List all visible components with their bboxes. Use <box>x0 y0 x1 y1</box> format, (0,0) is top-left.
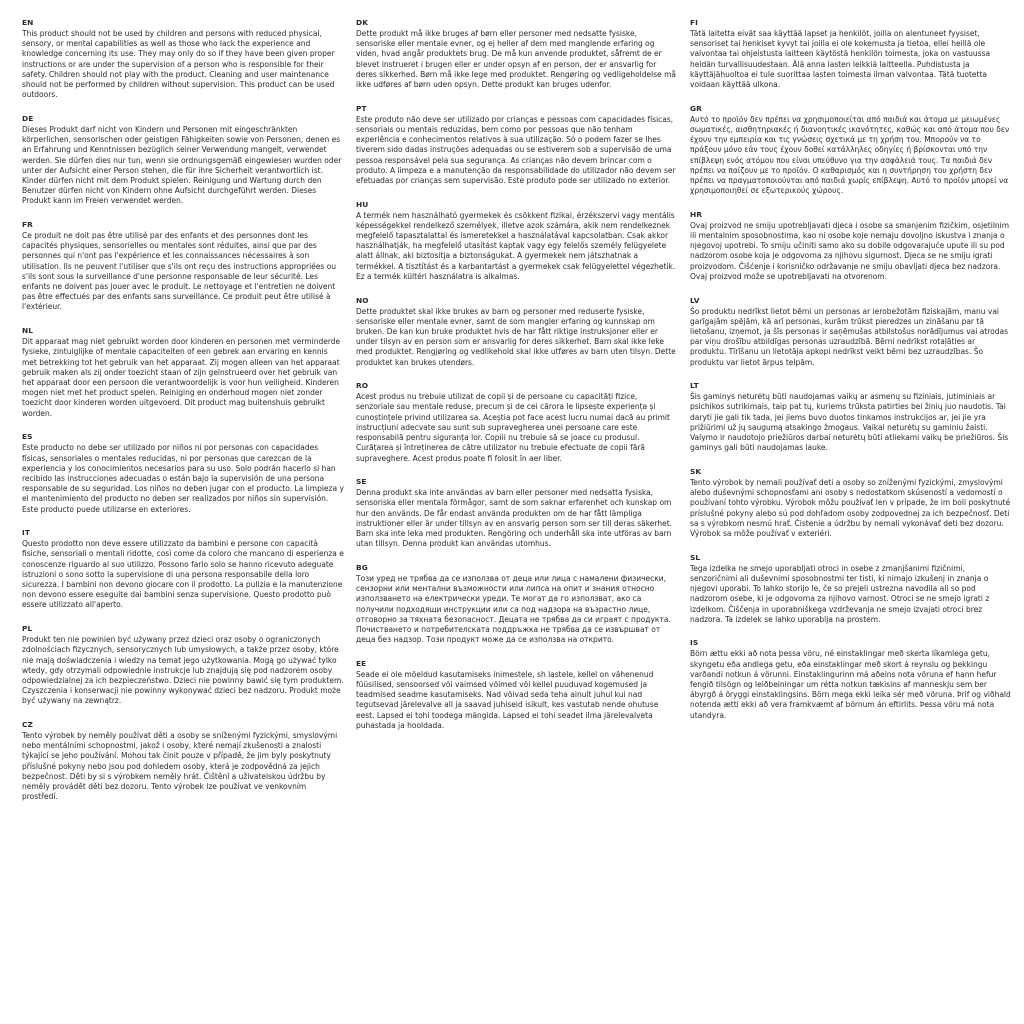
language-section-en <box>22 18 344 100</box>
safety-text: Börn ættu ekki að nota þessa vöru, né einstaklingar með skerta líkamlega getu, skyngetu eða andlega getu, eða einstaklingar með skort á reynslu og þekkingu varðandi notkun á vörunni. Einstaklingurinn má aðeins nota vöruna ef hann hefur fengið tilsögn og leiðbeiningar um rétta notkun tækisins af manneskju sem ber ábyrgð á öryggi einstaklingsins. Börn mega ekki leika sér með vöruna. Þrif og viðhald notenda ætti ekki að vera framkvæmt af börnum án eftirlits. Þessa vöru má nota utandyra. <box>690 649 1011 720</box>
safety-text: Dit apparaat mag niet gebruikt worden door kinderen en personen met verminderde fysieke, zintuiglijke of mentale capaciteiten of een gebrek aan ervaring en kennis met betrekking tot het gebruik van het apparaat. Zij mogen alleen van het apparaat gebruik maken als zij onder toezicht staan of zijn geïnstrueerd over het gebruik van het apparaat door een persoon die verantwoordelijk is voor hun veiligheid. Kinderen mogen niet met het product spelen. Reiniging en onderhoud mogen niet zonder toezicht door kinderen worden uitgevoerd. Dit product mag buitenshuis gebruikt worden. <box>22 337 341 418</box>
safety-text: Seade ei ole mõeldud kasutamiseks inimestele, sh lastele, kellel on vähenenud füüsilised, sensoorsed või vaimsed võimed või kellel puuduvad kogemused ja teadmised seadme kasutamiseks. Nad võivad seda teha ainult juhul kui nad tegutsevad järelevalve all ja saavad juhiseid isikult, kes vastutab nende ohutuse eest. Lapsed ei tohi toodega mängida. Lapsed ei tohi seadet ilma järelevalveta puhastada ja hooldada. <box>356 669 659 730</box>
language-code: HR <box>690 209 703 219</box>
language-code: LT <box>690 381 699 391</box>
language-code: RO <box>356 381 369 391</box>
language-code: HU <box>356 199 369 209</box>
language-section-it <box>22 528 344 610</box>
safety-text: Tega izdelka ne smejo uporabljati otroci in osebe z zmanjšanimi fizičnimi, senzoričnimi ali duševnimi sposobnostmi ter tisti, ki nimajo izkušenj in znanja o njegovi uporabi. To lahko storijo le, če so prejeli ustrezna navodila ali so pod nadzorom osebe, ki je odgovorna za njihovo varnost. Otroci se ne smejo igrati z izdelkom. Čiščenja in uporabniškega vzdrževanja ne smejo izvajati otroci brez nadzora. Ta izdelek se lahko uporablja na prostem. <box>690 563 990 624</box>
safety-text: Tätä laitetta eivät saa käyttää lapset ja henkilöt, joilla on alentuneet fyysiset, sensoriset tai henkiset kyvyt tai joilla ei ole kokemusta ja tietoa, ellei heillä ole valvontaa tai ohjeistusta laitteen käytöstä henkilön toimesta, joka on vastuussa heidän turvallisuudestaan. Älä anna lasten leikkiä laitteella. Puhdistusta ja käyttäjähuoltoa ei tule suorittaa lasten toimesta ilman valvontaa. Tätä tuotetta voidaan käyttää ulkona. <box>690 29 991 90</box>
language-code: GR <box>690 103 702 113</box>
safety-text: Dieses Produkt darf nicht von Kindern und Personen mit eingeschränkten körperlichen, sensorischen oder geistigen Fähigkeiten sowie von Personen, denen es an Erfahrung und Kenntnissen bezüglich seiner Verwendung mangelt, verwendet werden. Sie dürfen dies nur tun, wenn sie ordnungsgemäß eingewiesen wurden oder unter der Aufsicht einer Person stehen, die für ihre Sicherheit verantwortlich ist. Kinder dürfen nicht mit dem Produkt spielen. Reinigung und Wartung durch den Benutzer dürfen nicht von Kindern ohne Aufsicht durchgeführt werden. Dieses Produkt kann im Freien verwendet werden. <box>22 124 342 206</box>
language-section-lt <box>690 381 1012 453</box>
language-code: SK <box>690 467 702 476</box>
column-middle <box>356 18 678 1024</box>
safety-text: Šo produktu nedrīkst lietot bērni un personas ar ierobežotām fiziskajām, manu vai garīgajām spējām, kā arī personas, kurām trūkst pieredzes un zināšanu par tā lietošanu, izņemot, ja šīs personas ir saņēmušas atbilstošus norādījumus vai atrodas par viņu drošību atbildīgas personas uzraudzībā. Bērni nedrīkst rotaļāties ar produktu. Tīrīšanu un lietotāja apkopi nedrīkst veikt bērni bez uzraudzības. Šo produktu var lietot ārpus telpām. <box>690 306 1009 367</box>
language-section-ee <box>356 659 678 731</box>
safety-text: Този уред не трябва да се използва от деца или лица с намалени физически, сензорни или ментални възможности или липса на опит и знания относно използването на електрически уреди. Те могат да го използват, ако са получили подходящи инструкции или са под надзора на възрастно лице, отговорно за тяхната безопасност. Децата не трябва да си играят с продукта. Почистването и потребителската поддръжка не трябва да се извършват от деца без надзор. Този продукт може да се използва на открито. <box>356 573 671 645</box>
language-section-gr <box>690 104 1012 197</box>
language-code: SL <box>690 552 701 562</box>
column-left <box>22 18 344 1024</box>
safety-text: Tento výrobek by neměly používat děti a osoby se sníženými fyzickými, smyslovými nebo mentálními schopnostmi, jakož i osoby, které nemají zkušenosti a znalosti týkající se jeho používání. Mohou tak činit pouze v případě, že jim byly poskytnuty příslušné pokyny nebo jsou pod dohledem osoby, která je zodpovědná za jejich bezpečnost. Děti by si s výrobkem neměly hrát. Čištění a uživatelskou údržbu by neměly provádět děti bez dozoru. Tento výrobek lze používat ve venkovním prostředí. <box>22 731 338 802</box>
language-section-hr <box>690 210 1012 282</box>
column-right <box>690 18 1012 1024</box>
language-code: ES <box>22 432 33 442</box>
language-code: IS <box>690 638 699 648</box>
safety-text: Produkt ten nie powinien być używany przez dzieci oraz osoby o ograniczonych zdolnościach fizycznych, sensorycznych lub umysłowych, a także przez osoby, które nie mają doświadczenia i wiedzy na temat jego użytkowania. Mogą go używać tylko wtedy, gdy otrzymali odpowiednie instrukcje lub znajdują się pod nadzorem osoby odpowiedzialnej za ich bezpieczeństwo. Dzieci nie powinny bawić się tym produktem. Czyszczenia i konserwacji nie powinny wykonywać dzieci bez nadzoru. Produkt może być używany na zewnątrz. <box>22 635 344 706</box>
language-code: FR <box>22 220 33 230</box>
language-section-no <box>356 296 678 368</box>
safety-text: Este producto no debe ser utilizado por niños ni por personas con capacidades físicas, sensoriales o mentales reducidas, ni por personas que carezcan de la experiencia y los conocimientos necesarios para su uso. Solo podrán hacerlo si han recibido las instrucciones adecuadas o están bajo la supervisión de una persona responsable de su seguridad. Los niños no deben jugar con el producto. La limpieza y el mantenimiento del producto no deben ser realizados por niños sin supervisión. Este producto puede utilizarse en exteriores. <box>22 443 344 514</box>
language-code: DK <box>356 18 369 27</box>
language-section-de <box>22 114 344 207</box>
safety-text: A termék nem használható gyermekek és csökkent fizikai, érzékszervi vagy mentális képességekkel rendelkező személyek, illetve azok számára, akik nem rendelkeznek megfelelő tapasztalattal és ismeretekkel a használatával kapcsolatban. Csak akkor használhatják, ha megfelelő utasítást kaptak vagy egy felelős személy felügyelete alatt állnak, aki biztosítja a biztonságukat. A gyermekek nem játszhatnak a termékkel. A tisztítást és a karbantartást a gyermekek csak felügyelettel végezhetik. Ez a termék kültéri használatra is alkalmas. <box>356 210 676 281</box>
language-code: LV <box>690 295 700 305</box>
language-section-bg <box>356 563 678 645</box>
language-section-fr <box>22 220 344 313</box>
language-section-es <box>22 432 344 514</box>
safety-text: Acest produs nu trebuie utilizat de copii și de persoane cu capacități fizice, senzoriale sau mentale reduse, precum și de cei cărora le lipsește experiența și cunoștințele privind utilizarea sa. Aceștia pot face acest lucru numai dacă au primit instrucțiuni adecvate sau sunt sub supravegherea unei persoane care este responsabilă pentru siguranța lor. Copiii nu trebuie să se joace cu produsul. Curățarea și întreținerea de către utilizator nu trebuie efectuate de copii fără supraveghere. Acest produs poate fi folosit în aer liber. <box>356 392 670 463</box>
language-code: CZ <box>22 720 33 730</box>
language-code: FI <box>690 18 698 27</box>
language-section-sk <box>690 467 1012 539</box>
safety-text: Questo prodotto non deve essere utilizzato da bambini e persone con capacità fisiche, sensoriali o mentali ridotte, così come da coloro che mancano di esperienza e conoscenze riguardo al suo utilizzo. Possono farlo solo se hanno ricevuto adeguate istruzioni o sono sotto la supervisione di una persona responsabile della loro sicurezza. I bambini non devono giocare con il prodotto. La pulizia e la manutenzione non devono essere eseguite dai bambini senza supervisione. Questo prodotto può essere utilizzato all'aperto. <box>22 539 344 610</box>
language-code: NL <box>22 326 34 336</box>
language-code: SE <box>356 477 367 487</box>
language-section-lv <box>690 296 1012 368</box>
language-code: PT <box>356 103 367 113</box>
language-section-pl <box>22 624 344 706</box>
safety-text: Ce produit ne doit pas être utilisé par des enfants et des personnes dont les capacités physiques, sensorielles ou mentales sont réduites, ainsi que par des personnes qui n'ont pas l'expérience et les connaissances nécessaires à son utilisation. Ils ne peuvent l'utiliser que s'ils ont reçu des instructions appropriées ou s'ils sont sous la surveillance d'une personne responsable de leur sécurité. Les enfants ne doivent pas jouer avec le produit. Le nettoyage et l'entretien ne doivent pas être effectués par des enfants sans surveillance. Ce produit peut être utilisé à l'extérieur. <box>22 231 337 312</box>
language-section-nl <box>22 326 344 419</box>
language-code: IT <box>22 528 30 538</box>
safety-text: Αυτό το προϊόν δεν πρέπει να χρησιμοποιείται από παιδιά και άτομα με μειωμένες σωματικές, αισθητηριακές ή διανοητικές ικανότητες, καθώς και από άτομα που δεν έχουν την εμπειρία και τις γνώσεις σχετικά με τη χρήση του. Μπορούν να το πράξουν μόνο εάν τους έχουν δοθεί κατάλληλες οδηγίες ή βρίσκονται υπό την επίβλεψη ενός ατόμου που είναι υπεύθυνο για την ασφάλειά τους. Τα παιδιά δεν πρέπει να παίζουν με το προϊόν. Ο καθαρισμός και η συντήρηση του χρήστη δεν πρέπει να πραγματοποιούνται από παιδιά χωρίς επίβλεψη. Αυτό το προϊόν μπορεί να χρησιμοποιηθεί σε εξωτερικούς χώρους. <box>690 114 1010 196</box>
language-section-hu <box>356 200 678 282</box>
language-section-sl <box>690 553 1012 625</box>
language-code: EE <box>356 658 367 668</box>
language-code: NO <box>356 295 369 305</box>
safety-text: Tento výrobok by nemali používať deti a osoby so zníženými fyzickými, zmyslovými alebo duševnými schopnosťami ani osoby s nedostatkom skúseností a vedomostí o používaní tohto výrobku. Výrobok môžu používať len v prípade, že im boli poskytnuté príslušné pokyny alebo sú pod dohľadom osoby zodpovednej za ich bezpečnosť. Deti sa s výrobkom nesmú hrať. Čistenie a údržbu by nemali vykonávať deti bez dozoru. Výrobok sa môže používať v exteriéri. <box>690 478 1011 539</box>
safety-text: Šis gaminys neturėtų būti naudojamas vaikų ar asmenų su fiziniais, jutiminiais ar psichikos sutrikimais, taip pat tų, kuriems trūksta patirties bei žinių juo naudotis. Tai daryti jie gali tik tada, jei jiems buvo duotos tinkamos instrukcijos ar, jei jie yra prižiūrimi už jų saugumą atsakingo žmogaus. Vaikai neturėtų su gaminiu žaisti. Valymo ir naudotojo priežiūros darbai neturėtų būti atliekami vaikų be priežiūros. Šis gaminys gali būti naudojamas lauke. <box>690 392 1009 453</box>
language-section-pt <box>356 104 678 186</box>
language-code: BG <box>356 562 368 572</box>
safety-text: Denna produkt ska inte användas av barn eller personer med nedsatta fysiska, sensoriska eller mentala förmågor, samt de som saknar erfarenhet och kunskap om hur den används. De får endast använda produkten om de har fått lämpliga instruktioner eller är under tillsyn av en ansvarig person som ser till deras säkerhet. Barn ska inte leka med produkten. Rengöring och underhåll ska inte utföras av barn utan tillsyn. Denna produkt kan användas utomhus. <box>356 488 673 549</box>
language-section-cz <box>22 720 344 802</box>
language-section-is <box>690 638 1012 720</box>
language-section-fi <box>690 18 1012 90</box>
language-code: PL <box>22 624 33 634</box>
language-section-dk <box>356 18 678 90</box>
language-code: EN <box>22 18 34 27</box>
safety-text: Dette produktet skal ikke brukes av barn og personer med reduserte fysiske, sensoriske eller mentale evner, samt de som mangler erfaring og kunnskap om bruken. De kan kun bruke produktet hvis de har fått riktige instruksjoner eller er under tilsyn av en person som er ansvarlig for deres sikkerhet. Barn skal ikke leke med produktet. Rengjøring og vedlikehold skal ikke utføres av barn uten tilsyn. Dette produktet kan brukes utendørs. <box>356 306 676 367</box>
safety-text: Dette produkt må ikke bruges af børn eller personer med nedsatte fysiske, sensoriske eller mentale evner, og ej heller af dem med manglende erfaring og viden, hvad angår produktets brug. De må kun anvende produktet, såfremt de er blevet instrueret i brugen eller er under opsyn af en person, der er ansvarlig for deres sikkerhed. Børn må ikke lege med produktet. Rengøring og vedligeholdelse må ikke udføres af børn uden opsyn. Dette produkt kan bruges udenfor. <box>356 29 677 90</box>
safety-text: Este produto não deve ser utilizado por crianças e pessoas com capacidades físicas, sensoriais ou mentais reduzidas, bem como por pessoas que não tenham experiência e conhecimentos relativos à sua utilização. Só o podem fazer se lhes tiverem sido dadas instruções adequadas ou se estiverem sob a supervisão de uma pessoa responsável pela sua segurança. As crianças não devem brincar com o produto. A limpeza e a manutenção da responsabilidade do utilizador não devem ser efetuadas por crianças sem supervisão. Este produto pode ser utilizado no exterior. <box>356 114 676 185</box>
language-code: DE <box>22 113 34 123</box>
safety-text: This product should not be used by children and persons with reduced physical, sensory, or mental capabilities as well as those who lack the experience and knowledge concerning its use. They may only do so if they have been given proper instructions or are under the supervision of a person who is responsible for their safety. Children should not play with the product. Cleaning and user maintenance should not be performed by children without supervision. This product can be used outdoors. <box>22 29 335 100</box>
language-section-se <box>356 477 678 549</box>
safety-text: Ovaj proizvod ne smiju upotrebljavati djeca i osobe sa smanjenim fizičkim, osjetilnim ili mentalnim sposobnostima, kao ni osobe koje nemaju dovoljno iskustva i znanja o njegovoj upotrebi. To smiju učiniti samo ako su dobile odgovarajuće upute ili su pod nadzorom osobe koja je odgovorna za njihovu sigurnost. Djeca se ne smiju igrati proizvodom. Čišćenje i korisničko održavanje ne smiju obavljati djeca bez nadzora. Ovaj proizvod može se upotrebljavati na otvorenom. <box>690 220 1010 281</box>
language-section-ro <box>356 381 678 463</box>
